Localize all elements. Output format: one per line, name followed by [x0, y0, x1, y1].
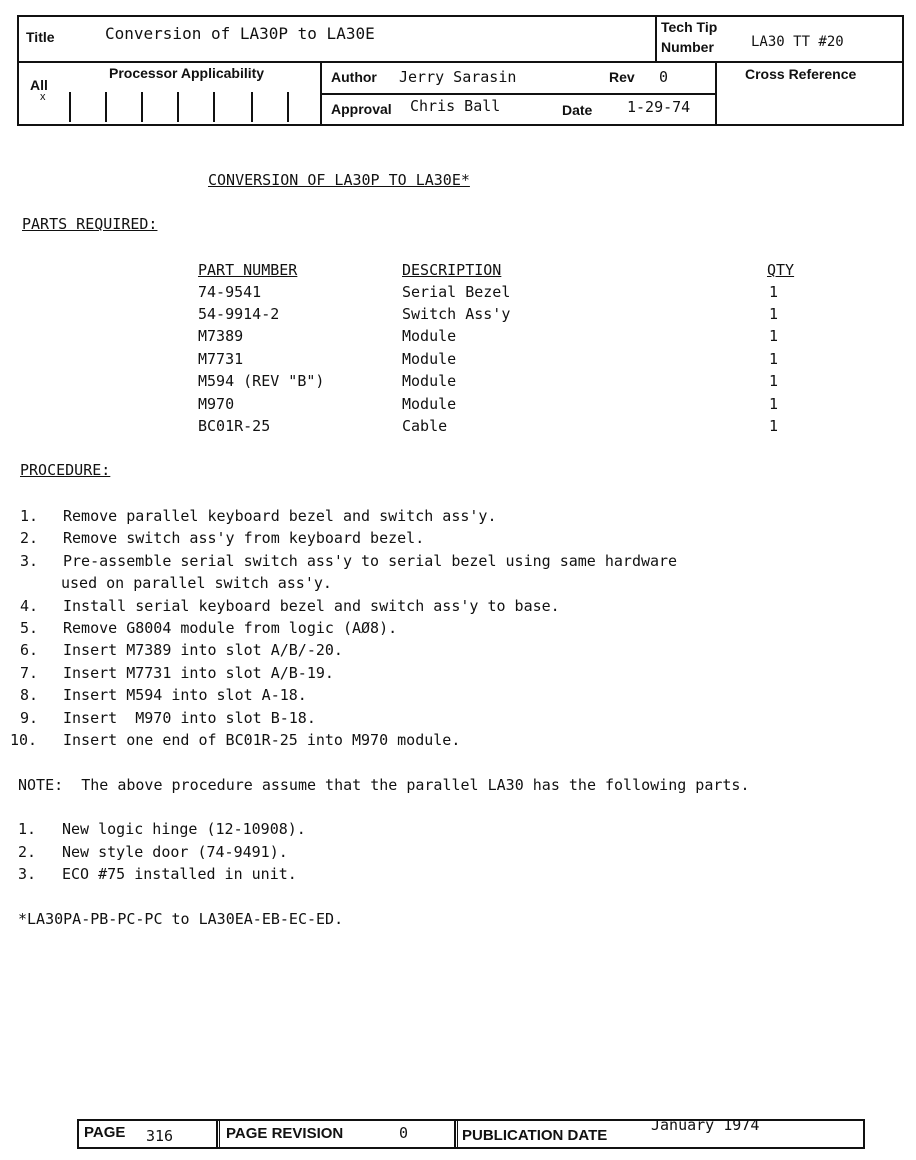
- publication-date-value: January 1974: [651, 1116, 760, 1134]
- page-revision-value: 0: [399, 1124, 409, 1142]
- part-number: BC01R-25: [198, 417, 271, 435]
- header-divider: [17, 61, 904, 63]
- applicability-tick: [251, 92, 253, 122]
- part-number: M7731: [198, 350, 244, 368]
- part-description: Switch Ass'y: [402, 305, 511, 323]
- tech-tip-number: LA30 TT #20: [751, 34, 844, 50]
- step-number: 1.: [20, 507, 39, 525]
- step-number: 2.: [20, 529, 39, 547]
- parts-column-header: QTY: [767, 261, 795, 279]
- cross-reference-label: Cross Reference: [745, 66, 857, 82]
- procedure-heading: PROCEDURE:: [20, 461, 111, 479]
- step-text: Install serial keyboard bezel and switch ass'y to base.: [63, 597, 560, 615]
- step-number: 7.: [20, 664, 39, 682]
- parts-column-header: DESCRIPTION: [402, 261, 502, 279]
- tech-tip-label: Tech Tip: [661, 19, 718, 35]
- part-qty: 1: [769, 395, 779, 413]
- title-label: Title: [26, 29, 55, 45]
- date-value: 1-29-74: [627, 98, 691, 116]
- part-qty: 1: [769, 283, 779, 301]
- applicability-tick: [105, 92, 107, 122]
- part-number: M594 (REV "B"): [198, 372, 325, 390]
- step-number: 5.: [20, 619, 39, 637]
- step-number: 6.: [20, 641, 39, 659]
- part-description: Module: [402, 395, 457, 413]
- part-qty: 1: [769, 372, 779, 390]
- part-number: M7389: [198, 327, 244, 345]
- rev-label: Rev: [609, 69, 635, 85]
- author-value: Jerry Sarasin: [399, 68, 517, 86]
- part-number: 74-9541: [198, 283, 262, 301]
- part-description: Serial Bezel: [402, 283, 511, 301]
- step-number: 8.: [20, 686, 39, 704]
- page-label: PAGE: [84, 1124, 126, 1141]
- part-number: 54-9914-2: [198, 305, 280, 323]
- all-checkmark: x: [40, 91, 46, 103]
- note-item-number: 2.: [18, 843, 37, 861]
- step-number: 9.: [20, 709, 39, 727]
- part-description: Module: [402, 372, 457, 390]
- header-divider: [655, 15, 657, 62]
- step-text: Insert M594 into slot A-18.: [63, 686, 307, 704]
- step-text: Remove switch ass'y from keyboard bezel.: [63, 529, 425, 547]
- applicability-tick: [287, 92, 289, 122]
- parts-required-heading: PARTS REQUIRED:: [22, 215, 158, 233]
- page-number: 316: [146, 1127, 174, 1145]
- page-revision-label: PAGE REVISION: [226, 1125, 344, 1142]
- applicability-tick: [177, 92, 179, 122]
- part-number: M970: [198, 395, 235, 413]
- parts-column-header: PART NUMBER: [198, 261, 298, 279]
- date-label: Date: [562, 102, 593, 118]
- step-text: Remove G8004 module from logic (AØ8).: [63, 619, 398, 637]
- applicability-tick: [69, 92, 71, 122]
- applicability-tick: [141, 92, 143, 122]
- note-item-text: New style door (74-9491).: [62, 843, 288, 861]
- step-text: Insert one end of BC01R-25 into M970 module.: [63, 731, 461, 749]
- approval-value: Chris Ball: [410, 97, 501, 115]
- part-qty: 1: [769, 327, 779, 345]
- step-number: 4.: [20, 597, 39, 615]
- applicability-tick: [213, 92, 215, 122]
- step-text: Insert M970 into slot B-18.: [63, 709, 316, 727]
- part-description: Cable: [402, 417, 448, 435]
- header-divider: [320, 93, 716, 95]
- document-heading: CONVERSION OF LA30P TO LA30E*: [208, 171, 470, 189]
- step-number: 3.: [20, 552, 39, 570]
- note-item-number: 1.: [18, 820, 37, 838]
- part-description: Module: [402, 350, 457, 368]
- part-description: Module: [402, 327, 457, 345]
- step-text: Insert M7731 into slot A/B-19.: [63, 664, 334, 682]
- step-text: Pre-assemble serial switch ass'y to serial bezel using same hardware: [63, 552, 678, 570]
- footer-divider: [454, 1119, 458, 1149]
- step-text: used on parallel switch ass'y.: [61, 574, 332, 592]
- footer-divider: [216, 1119, 220, 1149]
- tech-tip-number-label: Number: [661, 39, 714, 55]
- approval-label: Approval: [331, 101, 392, 117]
- publication-date-label: PUBLICATION DATE: [462, 1127, 608, 1144]
- note-item-number: 3.: [18, 865, 37, 883]
- step-text: Insert M7389 into slot A/B/-20.: [63, 641, 343, 659]
- author-label: Author: [331, 69, 377, 85]
- title-value: Conversion of LA30P to LA30E: [105, 24, 375, 43]
- part-qty: 1: [769, 417, 779, 435]
- footnote: *LA30PA-PB-PC-PC to LA30EA-EB-EC-ED.: [18, 910, 344, 928]
- step-number: 10.: [10, 731, 38, 749]
- processor-applicability-label: Processor Applicability: [109, 65, 265, 81]
- note-item-text: ECO #75 installed in unit.: [62, 865, 297, 883]
- part-qty: 1: [769, 305, 779, 323]
- part-qty: 1: [769, 350, 779, 368]
- rev-value: 0: [659, 68, 669, 86]
- note-text: NOTE: The above procedure assume that the parallel LA30 has the following parts.: [18, 776, 750, 794]
- step-text: Remove parallel keyboard bezel and switch ass'y.: [63, 507, 497, 525]
- note-item-text: New logic hinge (12-10908).: [62, 820, 306, 838]
- all-label: All: [30, 77, 48, 93]
